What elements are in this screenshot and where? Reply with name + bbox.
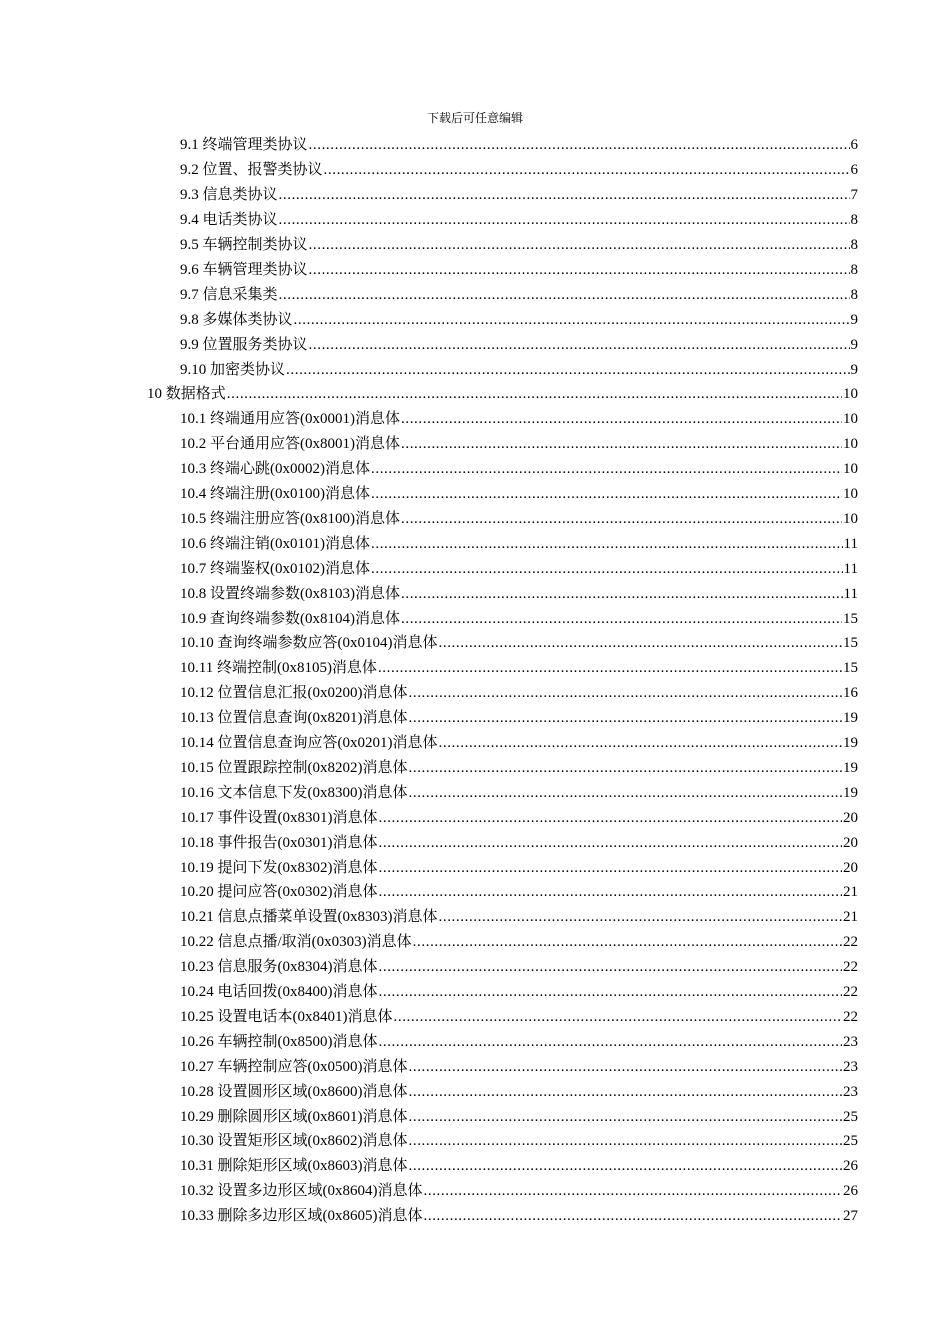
toc-entry[interactable] — [180, 706, 858, 731]
toc-entry[interactable] — [180, 282, 858, 307]
toc-entry-page-number: 21 — [843, 884, 858, 901]
toc-entry[interactable] — [180, 133, 858, 158]
toc-entry-page-number: 11 — [843, 535, 858, 552]
toc-entry-page-number: 19 — [843, 710, 858, 727]
toc-entry-page-number: 25 — [843, 1108, 858, 1125]
toc-dot-leader — [401, 509, 842, 529]
toc-entry[interactable] — [180, 1179, 858, 1204]
toc-dot-leader — [371, 459, 842, 479]
toc-entry[interactable] — [180, 830, 858, 855]
toc-entry-title: 10.9 查询终端参数(0x8104)消息体 — [180, 610, 400, 627]
toc-entry-title: 10.17 事件设置(0x8301)消息体 — [180, 809, 378, 826]
toc-dot-leader — [439, 633, 843, 653]
toc-dot-leader — [379, 858, 843, 878]
toc-entry-page-number: 19 — [843, 735, 858, 752]
toc-entry[interactable] — [180, 1005, 858, 1030]
toc-entry-title: 10.25 设置电话本(0x8401)消息体 — [180, 1008, 393, 1025]
toc-entry-title: 9.6 车辆管理类协议 — [180, 261, 308, 278]
toc-dot-leader — [379, 833, 843, 853]
toc-entry-title: 10.19 提问下发(0x8302)消息体 — [180, 859, 378, 876]
toc-entry-title: 10.15 位置跟踪控制(0x8202)消息体 — [180, 759, 408, 776]
toc-entry-title: 10 数据格式 — [147, 386, 226, 403]
toc-entry-page-number: 22 — [843, 959, 858, 976]
toc-entry[interactable] — [180, 855, 858, 880]
toc-entry-title: 10.6 终端注销(0x0101)消息体 — [180, 535, 370, 552]
toc-entry-title: 10.20 提问应答(0x0302)消息体 — [180, 884, 378, 901]
toc-dot-leader — [401, 584, 843, 604]
toc-entry-page-number: 20 — [843, 809, 858, 826]
toc-entry-page-number: 6 — [850, 137, 858, 154]
toc-entry[interactable] — [180, 955, 858, 980]
toc-entry[interactable] — [180, 357, 858, 382]
toc-dot-leader — [439, 733, 843, 753]
toc-entry-page-number: 9 — [850, 311, 858, 328]
toc-entry-title: 9.8 多媒体类协议 — [180, 311, 293, 328]
toc-entry-page-number: 10 — [843, 386, 858, 403]
toc-dot-leader — [371, 559, 843, 579]
toc-entry-page-number: 6 — [850, 162, 858, 179]
toc-entry-page-number: 22 — [843, 984, 858, 1001]
toc-dot-leader — [378, 658, 842, 678]
toc-entry[interactable] — [180, 780, 858, 805]
toc-entry[interactable] — [180, 432, 858, 457]
toc-entry-title: 10.8 设置终端参数(0x8103)消息体 — [180, 585, 400, 602]
toc-dot-leader — [409, 1057, 843, 1077]
toc-entry-title: 10.29 删除圆形区域(0x8601)消息体 — [180, 1108, 408, 1125]
toc-entry-title: 10.33 删除多边形区域(0x8605)消息体 — [180, 1208, 423, 1225]
toc-dot-leader — [227, 384, 842, 404]
toc-entry[interactable] — [180, 307, 858, 332]
toc-entry-page-number: 15 — [843, 635, 858, 652]
toc-entry-title: 9.10 加密类协议 — [180, 361, 286, 378]
toc-entry-page-number: 9 — [850, 336, 858, 353]
toc-entry-page-number: 10 — [843, 461, 858, 478]
toc-dot-leader — [371, 534, 843, 554]
toc-entry[interactable] — [180, 482, 858, 507]
toc-entry-title: 10.14 位置信息查询应答(0x0201)消息体 — [180, 735, 438, 752]
toc-dot-leader — [409, 1131, 843, 1151]
toc-entry-title: 9.2 位置、报警类协议 — [180, 162, 323, 179]
toc-dot-leader — [409, 708, 843, 728]
toc-entry-page-number: 10 — [843, 436, 858, 453]
toc-entry-title: 9.4 电话类协议 — [180, 212, 278, 229]
toc-dot-leader — [279, 185, 850, 205]
toc-entry-title: 10.21 信息点播菜单设置(0x8303)消息体 — [180, 909, 438, 926]
toc-entry[interactable] — [180, 805, 858, 830]
toc-entry-title: 10.12 位置信息汇报(0x0200)消息体 — [180, 685, 408, 702]
toc-entry-page-number: 25 — [843, 1133, 858, 1150]
toc-entry-page-number: 27 — [843, 1208, 858, 1225]
toc-entry[interactable] — [180, 531, 858, 556]
toc-entry-title: 10.28 设置圆形区域(0x8600)消息体 — [180, 1083, 408, 1100]
toc-dot-leader — [371, 484, 842, 504]
toc-entry[interactable] — [180, 158, 858, 183]
toc-entry[interactable] — [180, 731, 858, 756]
toc-entry-page-number: 19 — [843, 759, 858, 776]
toc-entry[interactable] — [180, 681, 858, 706]
toc-entry[interactable] — [180, 1154, 858, 1179]
toc-entry[interactable] — [180, 332, 858, 357]
toc-entry[interactable] — [180, 880, 858, 905]
toc-entry-page-number: 11 — [843, 560, 858, 577]
toc-entry[interactable] — [180, 507, 858, 532]
toc-entry-page-number: 23 — [843, 1083, 858, 1100]
toc-dot-leader — [401, 609, 842, 629]
toc-entry-title: 10.16 文本信息下发(0x8300)消息体 — [180, 784, 408, 801]
toc-entry-page-number: 20 — [843, 834, 858, 851]
toc-entry-page-number: 23 — [843, 1058, 858, 1075]
toc-entry-title: 9.9 位置服务类协议 — [180, 336, 308, 353]
toc-dot-leader — [409, 783, 843, 803]
toc-entry-title: 10.31 删除矩形区域(0x8603)消息体 — [180, 1158, 408, 1175]
toc-entry-page-number: 26 — [843, 1158, 858, 1175]
toc-entry-page-number: 9 — [850, 361, 858, 378]
toc-dot-leader — [309, 260, 850, 280]
toc-dot-leader — [409, 1082, 843, 1102]
toc-entry[interactable] — [180, 980, 858, 1005]
toc-entry-title: 10.23 信息服务(0x8304)消息体 — [180, 959, 378, 976]
toc-entry-page-number: 15 — [843, 660, 858, 677]
toc-dot-leader — [413, 932, 842, 952]
toc-entry-page-number: 15 — [843, 610, 858, 627]
toc-dot-leader — [409, 683, 843, 703]
toc-entry[interactable] — [180, 606, 858, 631]
toc-dot-leader — [379, 957, 843, 977]
toc-entry[interactable] — [180, 1204, 858, 1229]
toc-entry-title: 10.3 终端心跳(0x0002)消息体 — [180, 461, 370, 478]
toc-entry-title: 10.11 终端控制(0x8105)消息体 — [180, 660, 377, 677]
toc-dot-leader — [324, 160, 850, 180]
toc-entry[interactable] — [180, 581, 858, 606]
toc-entry-page-number: 8 — [850, 261, 858, 278]
toc-entry-page-number: 16 — [843, 685, 858, 702]
toc-dot-leader — [394, 1007, 843, 1027]
toc-entry-title: 9.7 信息采集类 — [180, 286, 278, 303]
toc-entry-page-number: 10 — [843, 411, 858, 428]
toc-entry-title: 10.32 设置多边形区域(0x8604)消息体 — [180, 1183, 423, 1200]
toc-entry-title: 9.5 车辆控制类协议 — [180, 237, 308, 254]
toc-entry[interactable] — [180, 1054, 858, 1079]
toc-entry-page-number: 8 — [850, 212, 858, 229]
toc-dot-leader — [294, 310, 850, 330]
toc-entry[interactable] — [180, 756, 858, 781]
toc-entry-title: 10.4 终端注册(0x0100)消息体 — [180, 486, 370, 503]
toc-dot-leader — [279, 210, 850, 230]
toc-entry-page-number: 23 — [843, 1033, 858, 1050]
toc-entry[interactable] — [180, 457, 858, 482]
toc-entry[interactable] — [180, 407, 858, 432]
toc-dot-leader — [379, 1032, 843, 1052]
toc-entry-title: 10.1 终端通用应答(0x0001)消息体 — [180, 411, 400, 428]
toc-entry[interactable] — [180, 1104, 858, 1129]
toc-entry-title: 10.24 电话回拨(0x8400)消息体 — [180, 984, 378, 1001]
toc-entry-page-number: 21 — [843, 909, 858, 926]
page-header: 下载后可任意编辑 — [426, 111, 523, 125]
toc-entry-page-number: 7 — [850, 187, 858, 204]
toc-entry-page-number: 19 — [843, 784, 858, 801]
toc-entry-title: 10.13 位置信息查询(0x8201)消息体 — [180, 710, 408, 727]
toc-entry[interactable] — [180, 1129, 858, 1154]
toc-entry[interactable] — [147, 382, 858, 407]
toc-entry-title: 10.2 平台通用应答(0x8001)消息体 — [180, 436, 400, 453]
toc-entry-title: 10.18 事件报告(0x0301)消息体 — [180, 834, 378, 851]
toc-entry[interactable] — [180, 905, 858, 930]
toc-entry[interactable] — [180, 208, 858, 233]
toc-entry-title: 10.30 设置矩形区域(0x8602)消息体 — [180, 1133, 408, 1150]
toc-dot-leader — [409, 758, 843, 778]
toc-dot-leader — [401, 434, 842, 454]
toc-entry[interactable] — [180, 1029, 858, 1054]
toc-dot-leader — [379, 808, 843, 828]
toc-entry[interactable] — [180, 1079, 858, 1104]
toc-entry[interactable] — [180, 233, 858, 258]
toc-entry[interactable] — [180, 183, 858, 208]
toc-dot-leader — [401, 409, 842, 429]
toc-entry-title: 9.1 终端管理类协议 — [180, 137, 308, 154]
toc-dot-leader — [409, 1107, 843, 1127]
toc-entry[interactable] — [180, 258, 858, 283]
toc-entry-page-number: 22 — [843, 1008, 858, 1025]
toc-dot-leader — [424, 1206, 843, 1226]
toc-dot-leader — [379, 882, 843, 902]
toc-entry-page-number: 10 — [843, 486, 858, 503]
toc-dot-leader — [409, 1156, 843, 1176]
toc-dot-leader — [379, 982, 843, 1002]
toc-entry-title: 10.22 信息点播/取消(0x0303)消息体 — [180, 934, 412, 951]
toc-entry-page-number: 11 — [843, 585, 858, 602]
toc-dot-leader — [309, 235, 850, 255]
toc-entry-title: 10.7 终端鉴权(0x0102)消息体 — [180, 560, 370, 577]
toc-entry-page-number: 8 — [850, 237, 858, 254]
toc-entry-title: 10.5 终端注册应答(0x8100)消息体 — [180, 510, 400, 527]
toc-entry-page-number: 20 — [843, 859, 858, 876]
toc-dot-leader — [309, 335, 850, 355]
toc-entry-page-number: 26 — [843, 1183, 858, 1200]
toc-entry-title: 10.26 车辆控制(0x8500)消息体 — [180, 1033, 378, 1050]
toc-dot-leader — [279, 285, 850, 305]
toc-entry[interactable] — [180, 656, 858, 681]
toc-entry-page-number: 22 — [843, 934, 858, 951]
toc-dot-leader — [309, 135, 850, 155]
toc-dot-leader — [424, 1181, 843, 1201]
toc-entry-page-number: 10 — [843, 510, 858, 527]
toc-entry-page-number: 8 — [850, 286, 858, 303]
toc-entry-title: 10.27 车辆控制应答(0x0500)消息体 — [180, 1058, 408, 1075]
toc-dot-leader — [439, 907, 843, 927]
toc-entry[interactable] — [180, 556, 858, 581]
toc-entry[interactable] — [180, 930, 858, 955]
toc-dot-leader — [286, 360, 849, 380]
toc-entry-title: 9.3 信息类协议 — [180, 187, 278, 204]
toc-entry-title: 10.10 查询终端参数应答(0x0104)消息体 — [180, 635, 438, 652]
toc-entry[interactable] — [180, 631, 858, 656]
